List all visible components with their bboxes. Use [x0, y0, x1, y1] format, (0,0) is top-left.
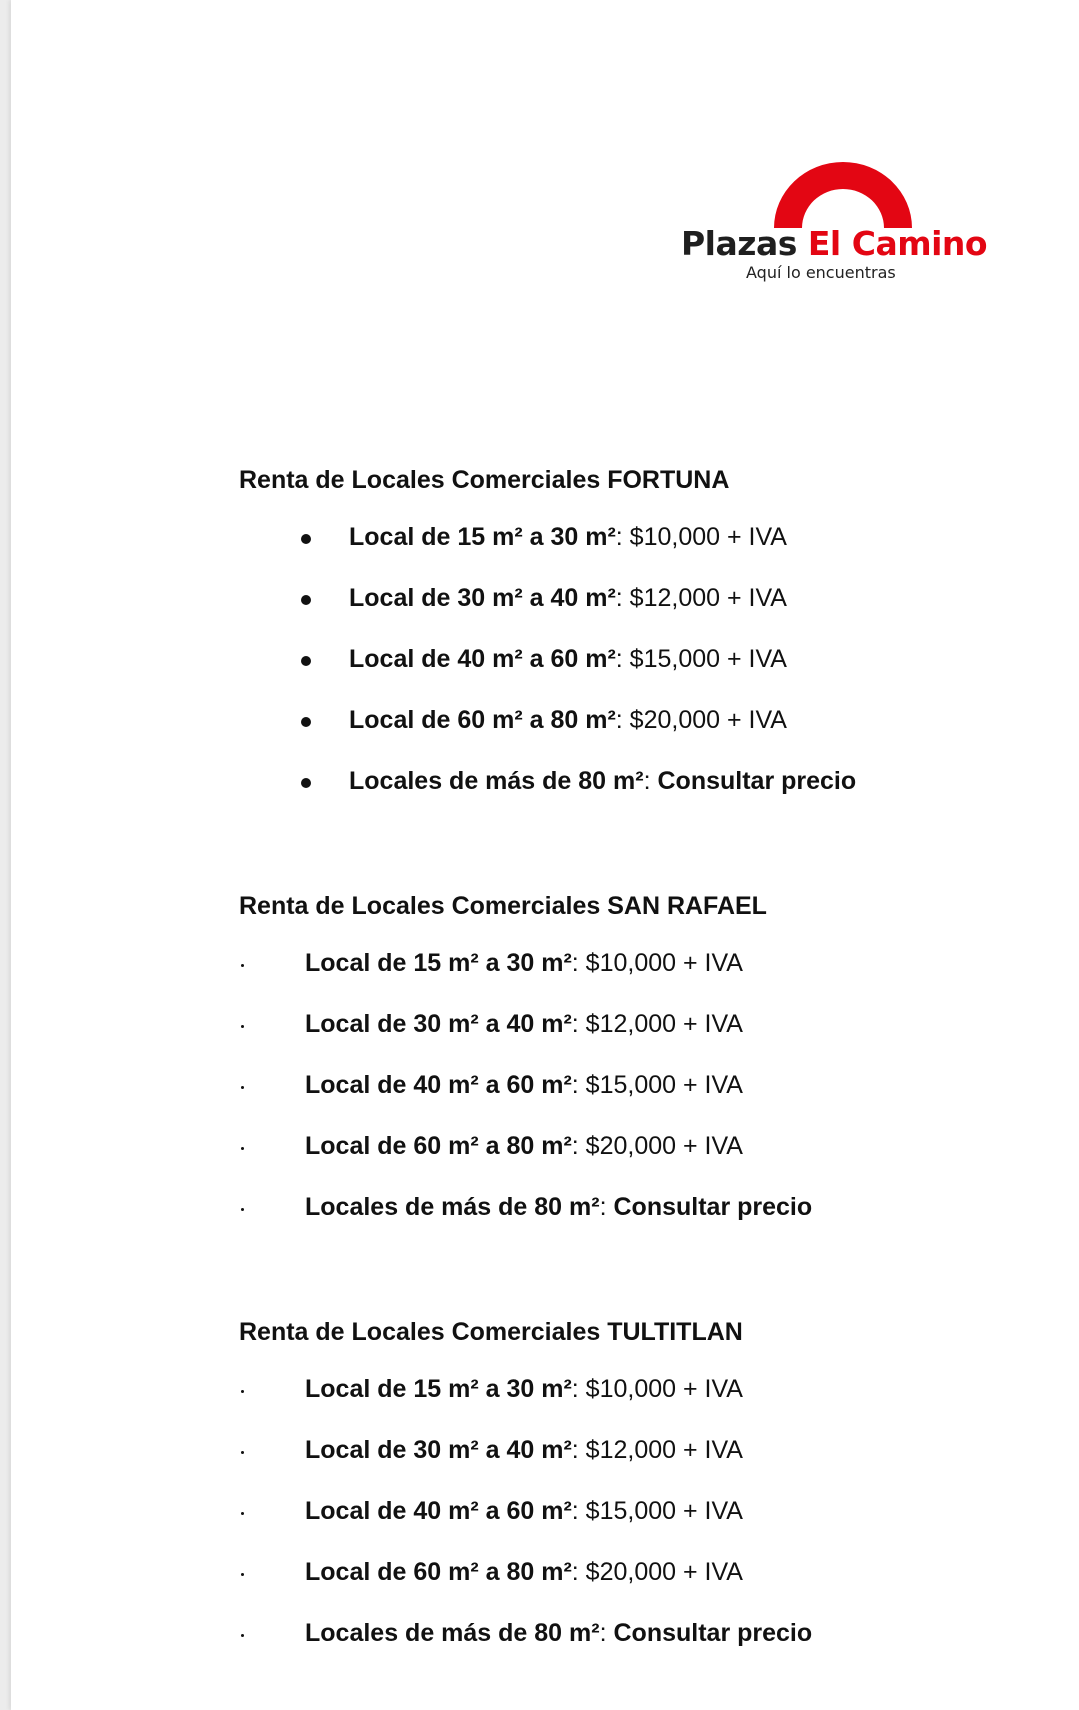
item-price: $15,000 + IVA — [578, 1497, 743, 1525]
item-price: Consultar precio — [606, 1619, 813, 1647]
list-item — [239, 766, 1039, 827]
bullet-icon — [301, 717, 311, 727]
item-price: $10,000 + IVA — [578, 949, 743, 977]
bullet-icon — [241, 1451, 244, 1454]
item-label: Local de 40 m² a 60 m² — [305, 1071, 572, 1099]
item-label: Locales de más de 80 m² — [305, 1193, 600, 1221]
list-item — [239, 1009, 1039, 1070]
item-separator: : — [571, 1375, 579, 1403]
item-label: Locales de más de 80 m² — [305, 1619, 600, 1647]
item-label: Local de 30 m² a 40 m² — [305, 1436, 572, 1464]
item-price: Consultar precio — [606, 1193, 813, 1221]
item-price: $12,000 + IVA — [578, 1436, 743, 1464]
price-list — [239, 948, 1039, 1253]
section-title: Renta de Locales Comerciales FORTUNA — [239, 466, 730, 494]
item-label: Local de 40 m² a 60 m² — [349, 645, 616, 673]
bullet-icon — [241, 1573, 244, 1576]
bullet-icon — [241, 1208, 244, 1211]
section-fortuna — [239, 465, 1039, 827]
logo-wordmark — [681, 224, 988, 263]
section-tultitlan — [239, 1317, 1039, 1679]
section-title: Renta de Locales Comerciales TULTITLAN — [239, 1318, 743, 1346]
item-price: $10,000 + IVA — [578, 1375, 743, 1403]
section-title: Renta de Locales Comerciales SAN RAFAEL — [239, 892, 767, 920]
item-label: Local de 60 m² a 80 m² — [305, 1558, 572, 1586]
list-item — [239, 1131, 1039, 1192]
bullet-icon — [241, 1086, 244, 1089]
list-item — [239, 522, 1039, 583]
arch-icon — [774, 160, 912, 228]
item-separator: : — [599, 1619, 607, 1647]
bullet-icon — [301, 595, 311, 605]
item-separator: : — [615, 523, 623, 551]
logo-word-plazas: Plazas — [681, 224, 797, 263]
item-price: $12,000 + IVA — [578, 1010, 743, 1038]
item-label: Local de 15 m² a 30 m² — [305, 949, 572, 977]
item-separator: : — [571, 1558, 579, 1586]
bullet-icon — [301, 534, 311, 544]
item-separator: : — [571, 1071, 579, 1099]
list-item — [239, 1374, 1039, 1435]
item-price: $15,000 + IVA — [578, 1071, 743, 1099]
bullet-icon — [301, 656, 311, 666]
bullet-icon — [241, 1512, 244, 1515]
item-price: $15,000 + IVA — [622, 645, 787, 673]
bullet-icon — [241, 964, 244, 967]
item-label: Local de 60 m² a 80 m² — [349, 706, 616, 734]
item-separator: : — [615, 645, 623, 673]
item-label: Local de 15 m² a 30 m² — [349, 523, 616, 551]
item-separator: : — [571, 1132, 579, 1160]
section-san-rafael — [239, 891, 1039, 1253]
bullet-icon — [241, 1147, 244, 1150]
item-label: Locales de más de 80 m² — [349, 767, 644, 795]
price-list — [239, 522, 1039, 827]
list-item — [239, 644, 1039, 705]
list-item — [239, 1435, 1039, 1496]
price-list — [239, 1374, 1039, 1679]
item-price: $20,000 + IVA — [622, 706, 787, 734]
item-separator: : — [571, 1436, 579, 1464]
item-price: Consultar precio — [650, 767, 857, 795]
bullet-icon — [241, 1634, 244, 1637]
list-item — [239, 1496, 1039, 1557]
item-separator: : — [571, 1497, 579, 1525]
list-item — [239, 1557, 1039, 1618]
list-item — [239, 583, 1039, 644]
item-label: Local de 30 m² a 40 m² — [349, 584, 616, 612]
item-label: Local de 40 m² a 60 m² — [305, 1497, 572, 1525]
item-price: $12,000 + IVA — [622, 584, 787, 612]
item-label: Local de 30 m² a 40 m² — [305, 1010, 572, 1038]
bullet-icon — [241, 1025, 244, 1028]
plazas-el-camino-logo — [681, 155, 1011, 285]
item-separator: : — [615, 584, 623, 612]
list-item — [239, 948, 1039, 1009]
item-separator: : — [599, 1193, 607, 1221]
item-separator: : — [643, 767, 651, 795]
item-label: Local de 15 m² a 30 m² — [305, 1375, 572, 1403]
document-page — [11, 0, 1079, 1710]
bullet-icon — [241, 1390, 244, 1393]
list-item — [239, 705, 1039, 766]
list-item — [239, 1618, 1039, 1679]
list-item — [239, 1192, 1039, 1253]
item-label: Local de 60 m² a 80 m² — [305, 1132, 572, 1160]
list-item — [239, 1070, 1039, 1131]
item-separator: : — [571, 1010, 579, 1038]
bullet-icon — [301, 778, 311, 788]
logo-word-el-camino: El Camino — [807, 224, 988, 263]
item-price: $10,000 + IVA — [622, 523, 787, 551]
item-separator: : — [571, 949, 579, 977]
logo-tagline: Aquí lo encuentras — [746, 263, 896, 282]
item-separator: : — [615, 706, 623, 734]
item-price: $20,000 + IVA — [578, 1558, 743, 1586]
item-price: $20,000 + IVA — [578, 1132, 743, 1160]
